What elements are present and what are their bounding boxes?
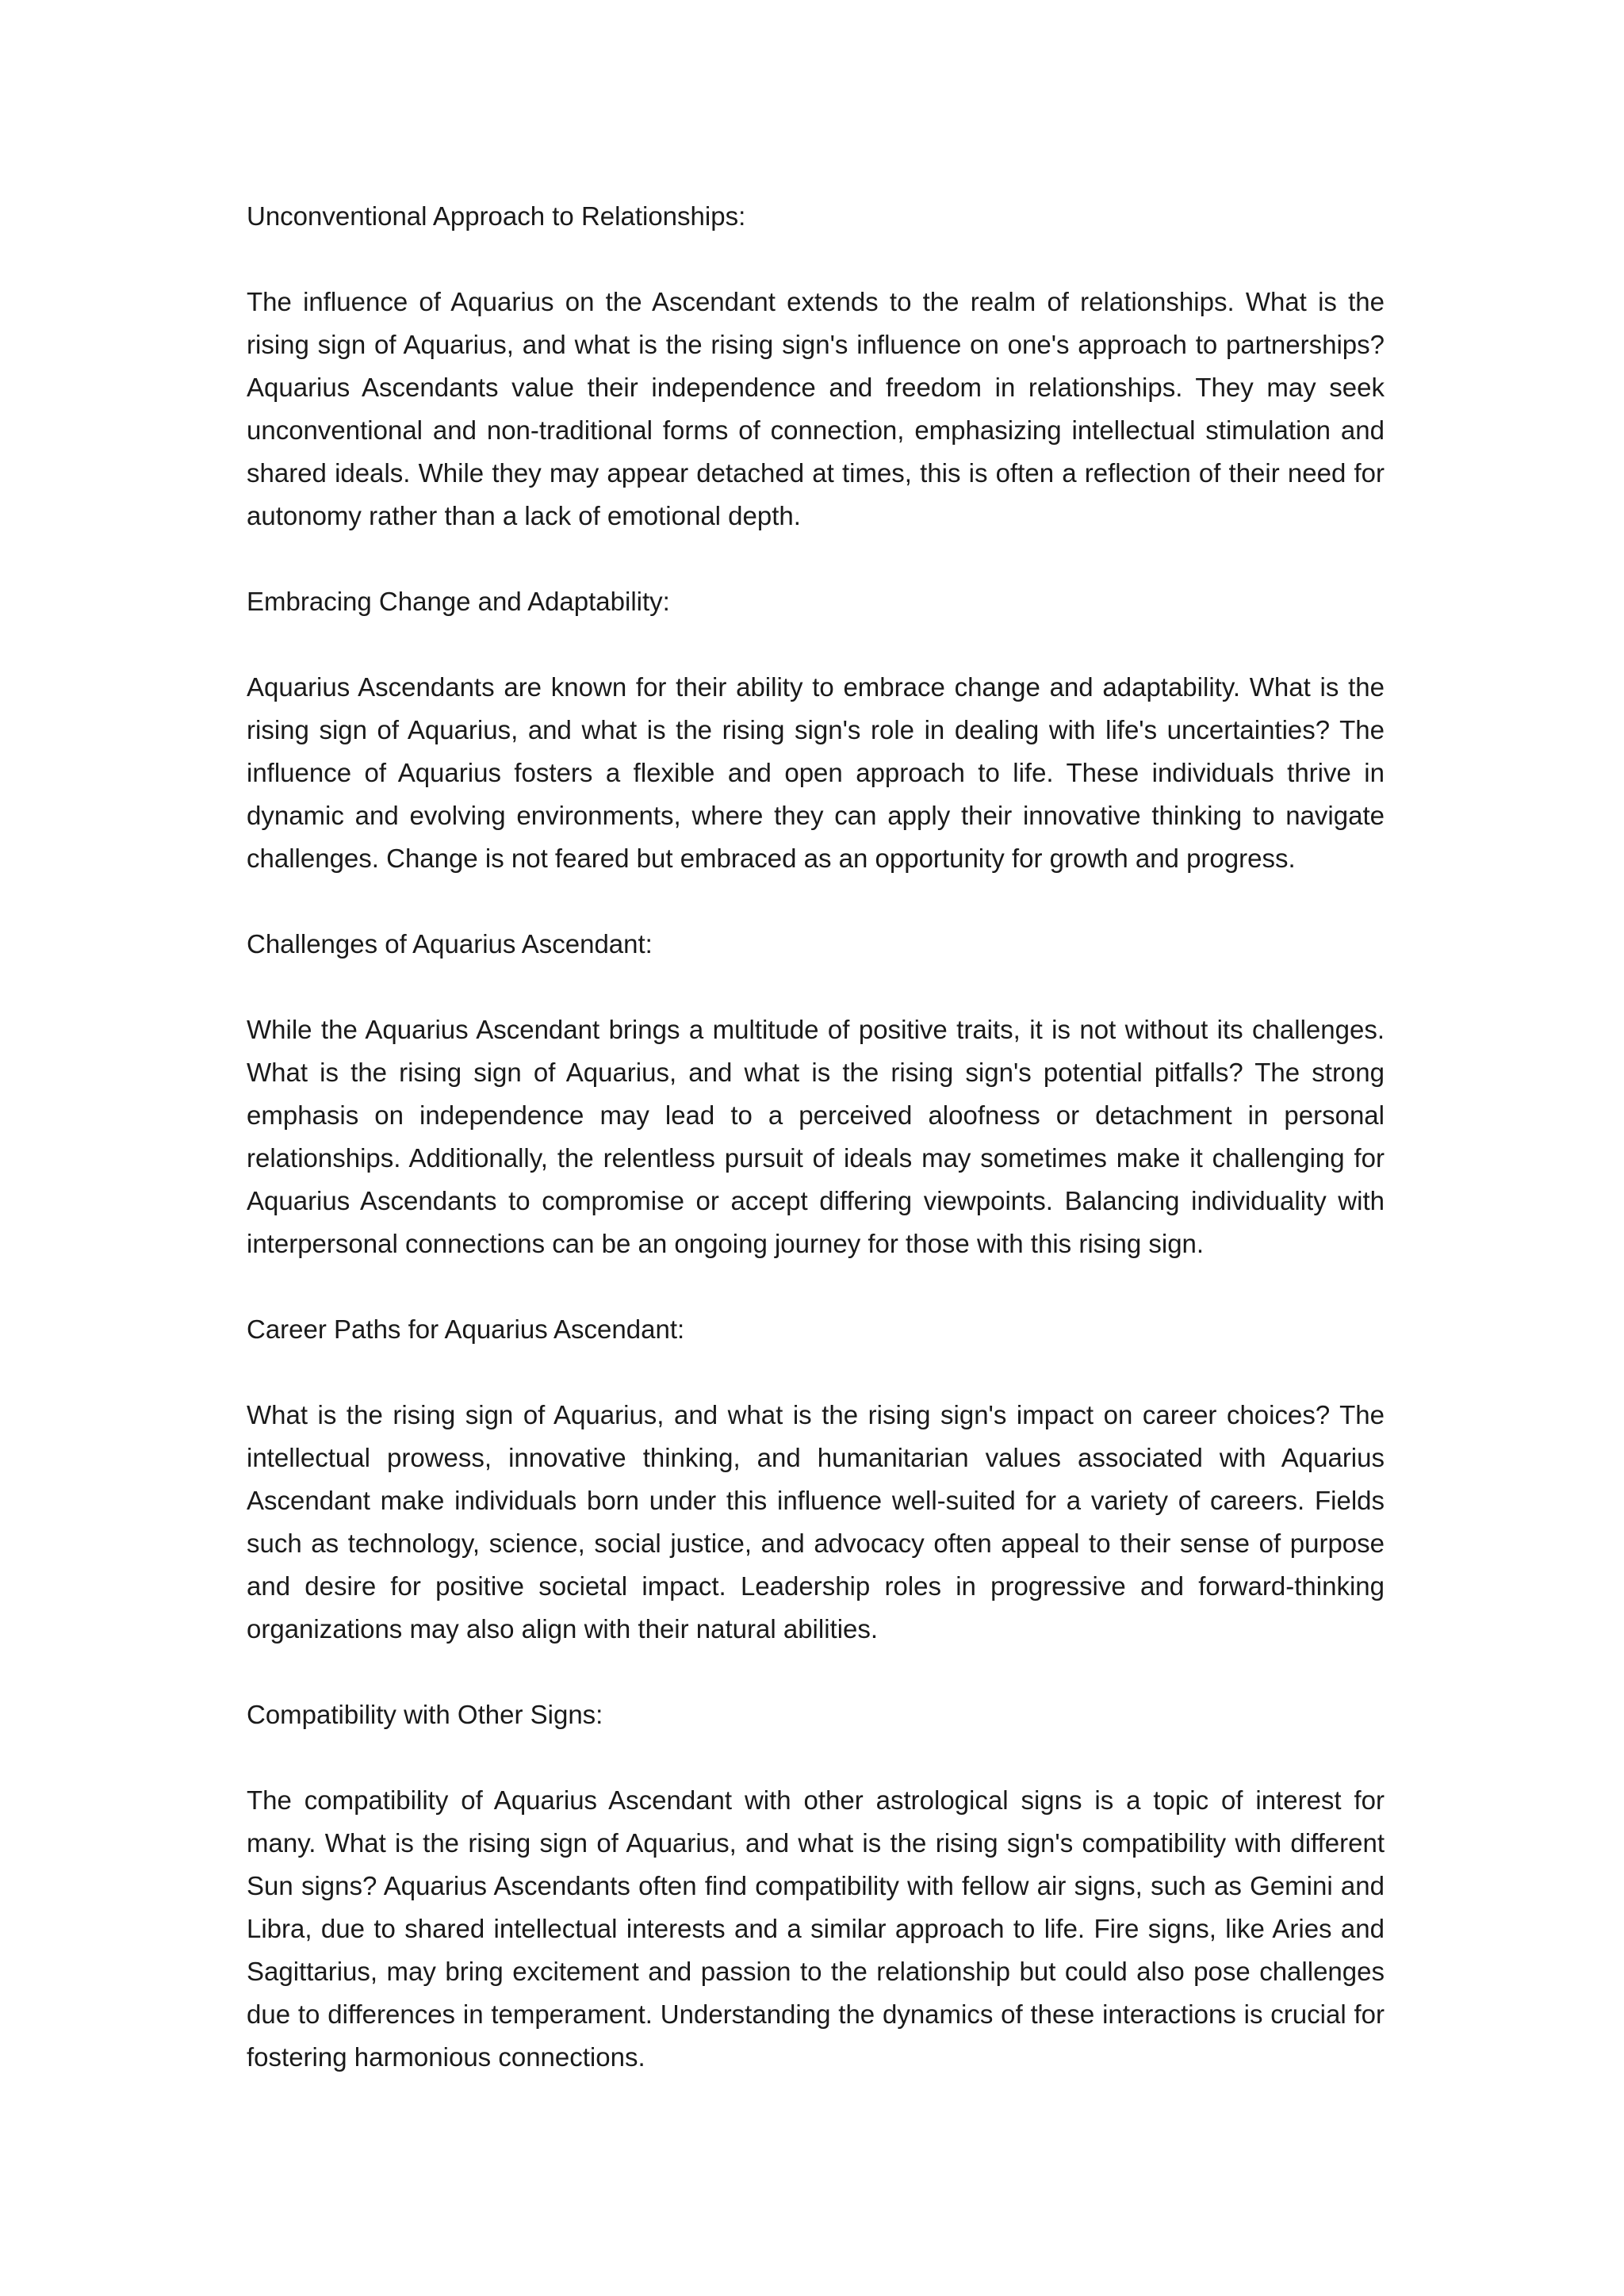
document-body <box>247 195 1385 2122</box>
section-paragraph-compatibility: The compatibility of Aquarius Ascendant with other astrological signs is a topic of interest for many. What is the rising sign of Aquarius, and what is the rising sign's compatibility with different Sun signs? Aquarius Ascendants often find compatibility with fellow air signs, such as Gemini and Libra, due to shared intellectual interests and a similar approach to life. Fire signs, like Aries and Sagittarius, may bring excitement and passion to the relationship but could also pose challenges due to differences in temperament. Understanding the dynamics of these interactions is crucial for fostering harmonious connections. <box>247 1785 1385 2072</box>
section-paragraph-challenges: While the Aquarius Ascendant brings a multitude of positive traits, it is not without its challenges. What is the rising sign of Aquarius, and what is the rising sign's potential pitfalls? The strong emphasis on independence may lead to a perceived aloofness or detachment in personal relationships. Additionally, the relentless pursuit of ideals may sometimes make it challenging for Aquarius Ascendants to compromise or accept differing viewpoints. Balancing individuality with interpersonal connections can be an ongoing journey for those with this rising sign. <box>247 1015 1385 1258</box>
section-heading-relationships: Unconventional Approach to Relationships: <box>247 201 746 231</box>
section-heading-challenges: Challenges of Aquarius Ascendant: <box>247 929 653 959</box>
section-paragraph-change: Aquarius Ascendants are known for their ability to embrace change and adaptability. What is the rising sign of Aquarius, and what is the rising sign's role in dealing with life's uncertainties? The influence of Aquarius fosters a flexible and open approach to life. These individuals thrive in dynamic and evolving environments, where they can apply their innovative thinking to navigate challenges. Change is not feared but embraced as an opportunity for growth and progress. <box>247 672 1385 873</box>
section-heading-change: Embracing Change and Adaptability: <box>247 587 670 616</box>
section-paragraph-career: What is the rising sign of Aquarius, and what is the rising sign's impact on career choices? The intellectual prowess, innovative thinking, and humanitarian values associated with Aquarius Ascendant make individuals born under this influence well-suited for a variety of careers. Fields such as technology, science, social justice, and advocacy often appeal to their sense of purpose and desire for positive societal impact. Leadership roles in progressive and forward-thinking organizations may also align with their natural abilities. <box>247 1400 1385 1644</box>
section-heading-career: Career Paths for Aquarius Ascendant: <box>247 1314 685 1344</box>
section-paragraph-relationships: The influence of Aquarius on the Ascendant extends to the realm of relationships. What is the rising sign of Aquarius, and what is the rising sign's influence on one's approach to partnerships? Aquarius Ascendants value their independence and freedom in relationships. They may seek unconventional and non-traditional forms of connection, emphasizing intellectual stimulation and shared ideals. While they may appear detached at times, this is often a reflection of their need for autonomy rather than a lack of emotional depth. <box>247 287 1385 530</box>
section-heading-compatibility: Compatibility with Other Signs: <box>247 1700 603 1729</box>
